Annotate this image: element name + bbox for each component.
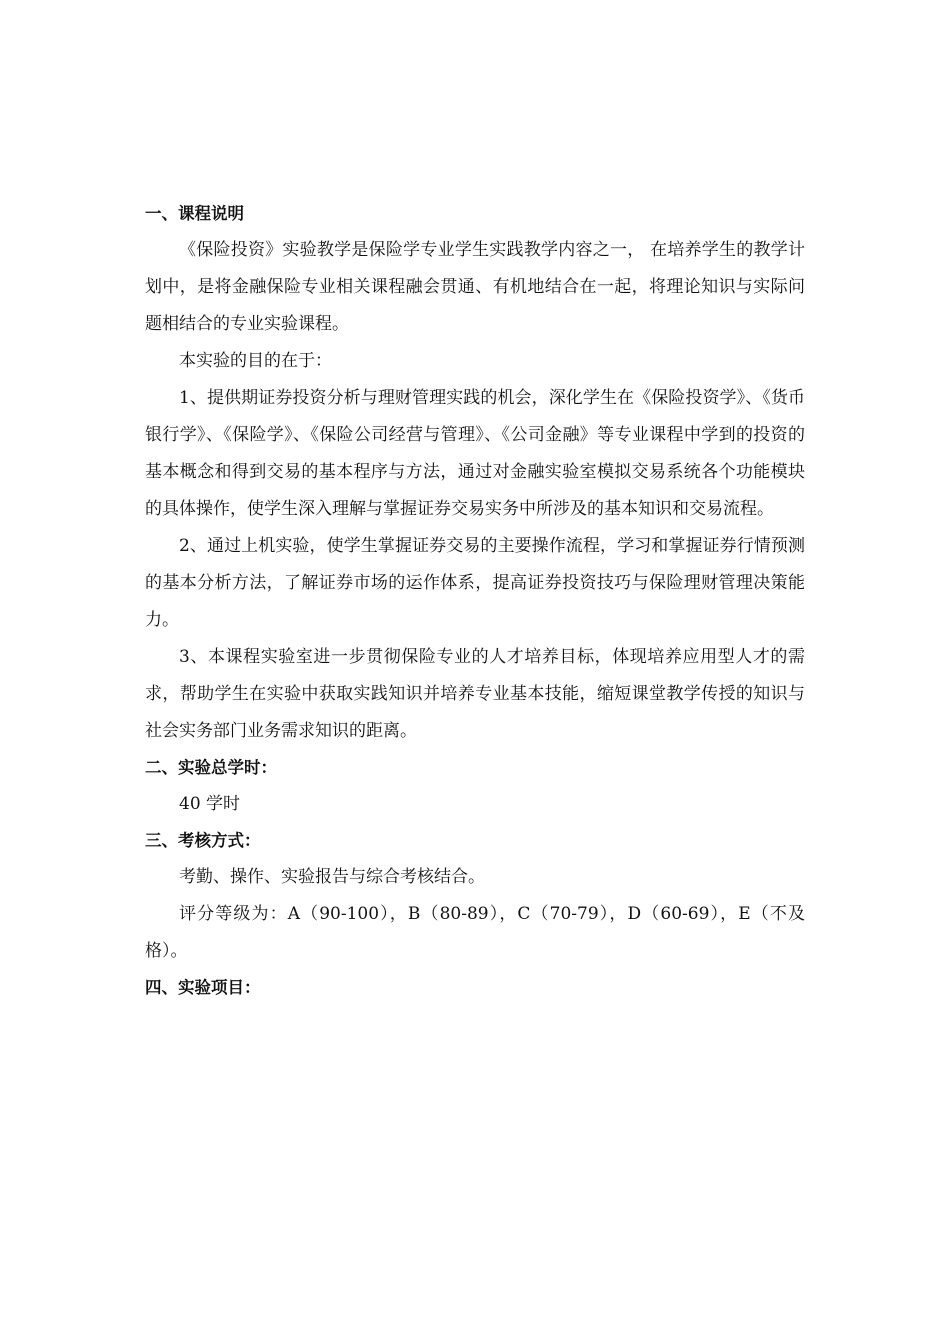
paragraph-total-hours: 40 学时 bbox=[179, 794, 241, 814]
paragraph-purpose-lead: 本实验的目的在于： bbox=[179, 351, 332, 371]
section-heading-total-hours: 二、实验总学时： bbox=[145, 758, 277, 777]
paragraph-course-intro: 《保险投资》实验教学是保险学专业学生实践教学内容之一， 在培养学生的教学计划中，是将金融保险专业相关课程融会贯通、有机地结合在一起，将理论知识与实际问题相结合的专业实验课程。 bbox=[145, 240, 805, 334]
section-heading-assessment: 三、考核方式： bbox=[145, 831, 261, 850]
section-heading-course-description: 一、课程说明 bbox=[145, 204, 244, 223]
document-page bbox=[145, 196, 805, 1006]
paragraph-assessment-method: 考勤、操作、实验报告与综合考核结合。 bbox=[179, 867, 485, 887]
paragraph-purpose-1: 1、提供期证券投资分析与理财管理实践的机会，深化学生在《保险投资学》、《货币银行学》、《保险学》、《保险公司经营与管理》、《公司金融》等专业课程中学到的投资的基本概念和得到交易的基本程序与方法，通过对金融实验室模拟交易系统各个功能模块的具体操作，使学生深入理解与掌握证券交易实务中所涉及的基本知识和交易流程。 bbox=[145, 388, 805, 519]
paragraph-purpose-2: 2、通过上机实验，使学生掌握证券交易的主要操作流程，学习和掌握证券行情预测的基本分析方法，了解证券市场的运作体系，提高证券投资技巧与保险理财管理决策能力。 bbox=[145, 536, 805, 630]
paragraph-purpose-3: 3、本课程实验室进一步贯彻保险专业的人才培养目标，体现培养应用型人才的需求，帮助学生在实验中获取实践知识并培养专业基本技能，缩短课堂教学传授的知识与社会实务部门业务需求知识的距离。 bbox=[145, 647, 805, 741]
section-heading-experiment-items: 四、实验项目： bbox=[145, 978, 261, 997]
paragraph-grading-scale: 评分等级为：A（90-100），B（80-89），C（70-79），D（60-69），E（不及格）。 bbox=[145, 904, 805, 961]
